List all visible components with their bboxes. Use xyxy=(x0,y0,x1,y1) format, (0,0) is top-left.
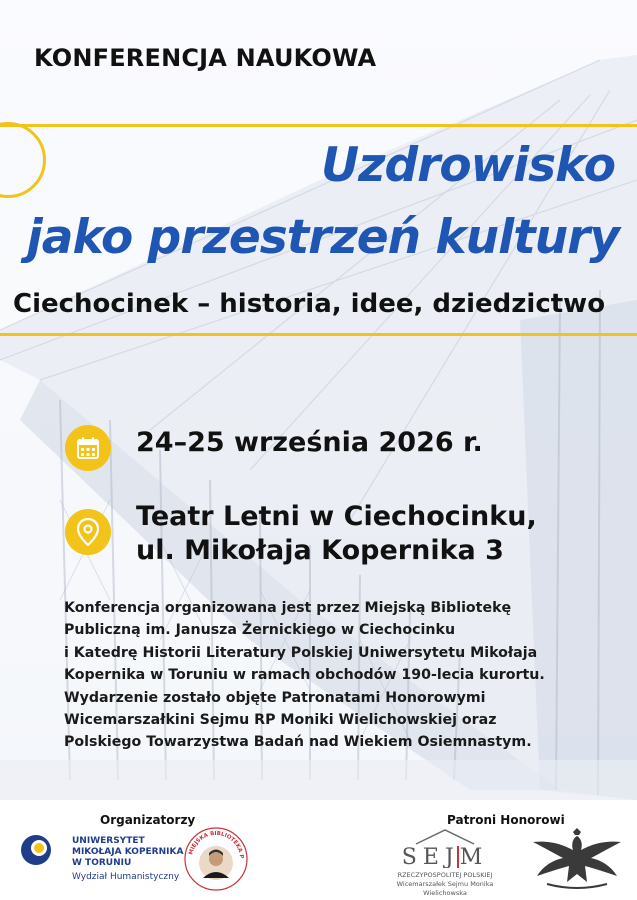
title-line-2: jako przestrzeń kultury xyxy=(26,210,619,265)
umk-line-3: W TORUNIU xyxy=(72,858,132,868)
umk-line-1: UNIWERSYTET xyxy=(72,836,145,846)
eagle-emblem-icon xyxy=(527,826,627,892)
description xyxy=(64,597,624,754)
sejm-caption xyxy=(380,871,510,898)
description-line: Wydarzenie zostało objęte Patronatami Honorowymi xyxy=(64,689,486,706)
description-line: Wicemarszałkini Sejmu RP Moniki Wielichowskiej oraz xyxy=(64,712,497,729)
sejm-line-1: RZECZYPOSPOLITEJ POLSKIEJ xyxy=(397,871,493,879)
subtitle: Ciechocinek – historia, idee, dziedzictwo xyxy=(13,289,606,319)
umk-faculty: Wydział Humanistyczny xyxy=(72,872,180,882)
place-line-1: Teatr Letni w Ciechocinku, xyxy=(136,501,537,532)
description-line: Polskiego Towarzystwa Badań nad Wiekiem Osiemnastym. xyxy=(64,734,532,751)
organizers-label: Organizatorzy xyxy=(100,813,196,827)
umk-name xyxy=(72,836,183,869)
title-line-1: Uzdrowisko xyxy=(320,138,615,193)
description-line: i Katedrę Historii Literatury Polskiej Uniwersytetu Mikołaja xyxy=(64,644,538,661)
description-line: Konferencja organizowana jest przez Miejską Bibliotekę xyxy=(64,600,512,616)
description-line: Publiczną im. Janusza Żernickiego w Ciechocinku xyxy=(64,622,456,639)
sejm-word: SEJM xyxy=(401,845,489,868)
event-place xyxy=(136,500,537,568)
library-logo-icon xyxy=(183,826,249,892)
library-arc-text: MIEJSKA BIBLIOTEKA P xyxy=(188,830,245,859)
calendar-icon xyxy=(65,425,111,471)
umk-logo-icon xyxy=(20,834,50,864)
subtitle-rule xyxy=(0,333,637,336)
patrons-label: Patroni Honorowi xyxy=(447,813,565,827)
umk-line-2: MIKOŁAJA KOPERNIKA xyxy=(72,847,184,857)
conference-kicker: KONFERENCJA NAUKOWA xyxy=(34,44,377,72)
location-pin-icon xyxy=(65,509,111,555)
top-rule xyxy=(0,124,637,127)
sejm-line-2: Wicemarszałek Sejmu Monika Wielichowska xyxy=(396,880,494,897)
place-line-2: ul. Mikołaja Kopernika 3 xyxy=(136,535,504,566)
description-line: Kopernika w Toruniu w ramach obchodów 190-lecia kurortu. xyxy=(64,667,545,684)
event-date: 24–25 września 2026 r. xyxy=(136,427,483,458)
